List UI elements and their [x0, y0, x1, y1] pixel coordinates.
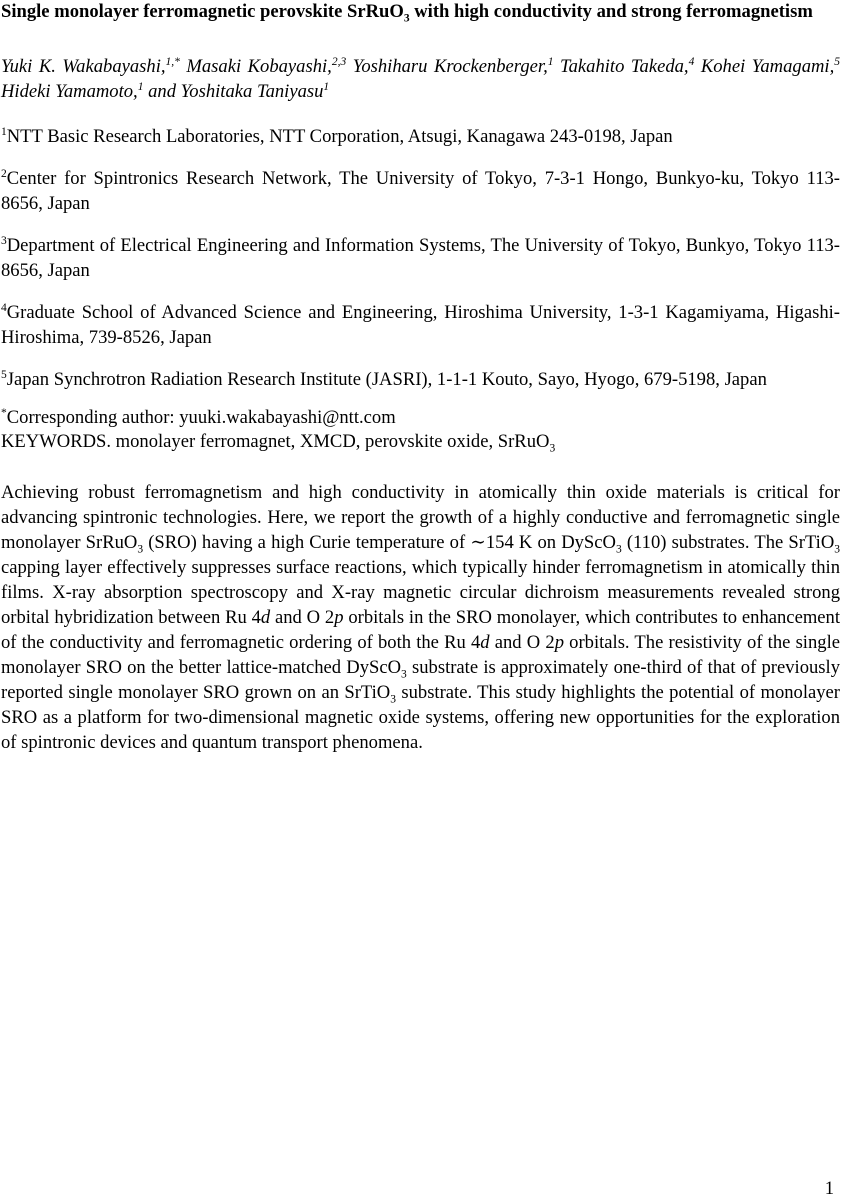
author: Masaki Kobayashi,$^{2,3}$ — [186, 55, 347, 77]
author: Yuki K. Wakabayashi,$^{1,*}$ — [1, 55, 180, 77]
keywords: KEYWORDS. monolayer ferromagnet, XMCD, perovskite oxide, SrRuO$_3$ — [1, 431, 556, 455]
page-number: 1 — [824, 1178, 834, 1199]
author: Yoshiharu Krockenberger,$^1$ — [352, 55, 554, 77]
affiliation: $^3$Department of Electrical Engineering and Information Systems, The University of Tokyo, Bunkyo, Tokyo 113-8656, Japan — [1, 234, 840, 281]
author: Kohei Yamagami,$^5$ — [700, 55, 840, 77]
author-list — [1, 54, 840, 104]
affiliation: $^4$Graduate School of Advanced Science and Engineering, Hiroshima University, 1-3-1 Kagamiyama, Higashi-Hiroshima, 739-8526, Japan — [1, 301, 840, 348]
affiliation: $^2$Center for Spintronics Research Network, The University of Tokyo, 7-3-1 Hongo, Bunkyo-ku, Tokyo 113-8656, Japan — [1, 167, 840, 214]
affiliation: $^1$NTT Basic Research Laboratories, NTT Corporation, Atsugi, Kanagawa 243-0198, Japan — [1, 125, 673, 147]
author: Takahito Takeda,$^4$ — [559, 55, 695, 77]
abstract: Achieving robust ferromagnetism and high conductivity in atomically thin oxide materials is critical for advancing spintronic technologies. Here, we report the growth of a highly conductive and ferromagnetic single monolayer SrRuO$_3$ (SRO) having a high Curie temperature of ∼154 K on DyScO$_3$ (110) substrates. The SrTiO$_3$ capping layer effectively suppresses surface reactions, which typically hinder ferromagnetism in atomically thin films. X-ray absorption spectroscopy and X-ray magnetic circular dichroism measurements revealed strong orbital hybridization between Ru 4d and O 2p orbitals in the SRO monolayer, which contributes to enhancement of the conductivity and ferromagnetic ordering of both the Ru 4d and O 2p orbitals. The resistivity of the single monolayer SRO on the better lattice-matched DyScO$_3$ substrate is approximately one-third of that of previously reported single monolayer SRO grown on an SrTiO$_3$ substrate. This study highlights the potential of monolayer SRO as a platform for two-dimensional magnetic oxide systems, offering new opportunities for the exploration of spintronic devices and quantum transport phenomena. — [1, 482, 840, 753]
author: Hideki Yamamoto,$^1$ — [1, 80, 144, 102]
corresponding-author: *Corresponding author: yuuki.wakabayashi@ntt.com — [1, 406, 396, 428]
affiliation: $^5$Japan Synchrotron Radiation Research Institute (JASRI), 1-1-1 Kouto, Sayo, Hyogo, 679-5198, Japan — [1, 368, 767, 390]
page-content — [1, 0, 840, 774]
author: and Yoshitaka Taniyasu$^1$ — [148, 80, 330, 102]
paper-title: Single monolayer ferromagnetic perovskite SrRuO$_3$ with high conductivity and strong ferromagnetism — [1, 1, 813, 25]
